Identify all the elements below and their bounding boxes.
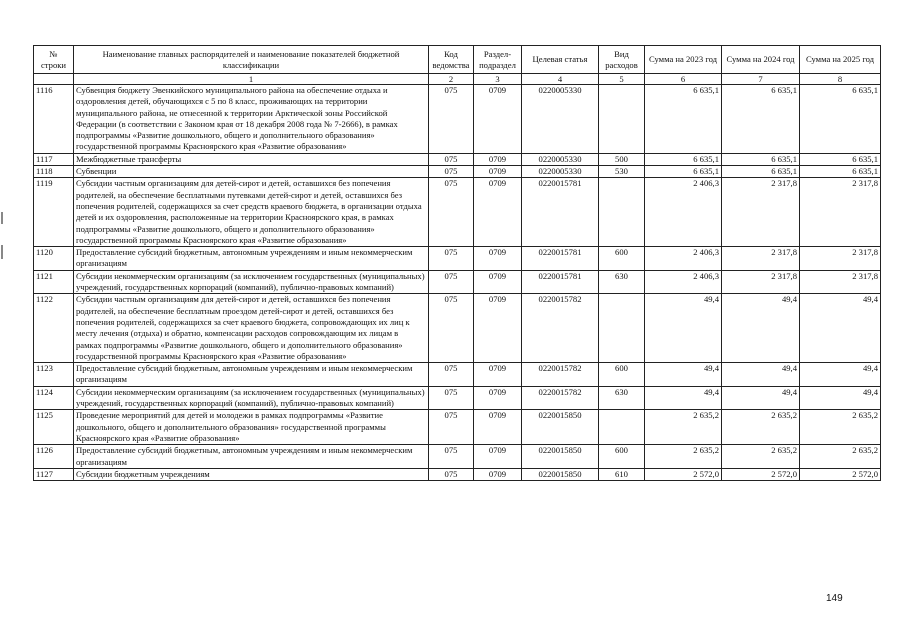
row-dept-code: 075 — [429, 468, 474, 480]
row-dept-code: 075 — [429, 410, 474, 445]
row-sum-2024: 2 317,8 — [722, 247, 800, 271]
row-sum-2025: 2 317,8 — [800, 247, 881, 271]
header-name: Наименование главных распорядителей и наименование показателей бюджетной классификации — [74, 46, 429, 74]
row-sum-2025: 2 317,8 — [800, 178, 881, 247]
row-exp-type: 630 — [599, 270, 645, 294]
table-body — [34, 85, 881, 481]
row-name: Субсидии бюджетным учреждениям — [74, 468, 429, 480]
table-row — [34, 468, 881, 480]
row-sum-2024: 6 635,1 — [722, 166, 800, 178]
page-number: 149 — [826, 593, 843, 604]
row-sum-2024: 49,4 — [722, 386, 800, 410]
row-number: 1119 — [34, 178, 74, 247]
row-target: 0220005330 — [522, 153, 599, 165]
row-exp-type — [599, 294, 645, 363]
table-row — [34, 166, 881, 178]
row-sum-2024: 2 635,2 — [722, 445, 800, 469]
row-target: 0220005330 — [522, 85, 599, 154]
row-target: 0220015781 — [522, 270, 599, 294]
column-number: 6 — [645, 74, 722, 85]
row-sum-2023: 2 406,3 — [645, 178, 722, 247]
row-number: 1127 — [34, 468, 74, 480]
column-number: 5 — [599, 74, 645, 85]
header-target: Целевая статья — [522, 46, 599, 74]
row-sum-2025: 6 635,1 — [800, 166, 881, 178]
row-sum-2023: 49,4 — [645, 294, 722, 363]
table-row — [34, 85, 881, 154]
header-sum-2025: Сумма на 2025 год — [800, 46, 881, 74]
header-sum-2023: Сумма на 2023 год — [645, 46, 722, 74]
row-dept-code: 075 — [429, 166, 474, 178]
row-number: 1123 — [34, 363, 74, 387]
row-number: 1125 — [34, 410, 74, 445]
row-name: Предоставление субсидий бюджетным, автономным учреждениям и иным некоммерческим организациям — [74, 247, 429, 271]
row-sum-2023: 2 635,2 — [645, 445, 722, 469]
table-row — [34, 178, 881, 247]
row-target: 0220015782 — [522, 294, 599, 363]
table-row — [34, 247, 881, 271]
row-sum-2025: 49,4 — [800, 363, 881, 387]
row-section: 0709 — [474, 445, 522, 469]
row-dept-code: 075 — [429, 270, 474, 294]
row-section: 0709 — [474, 270, 522, 294]
row-number: 1117 — [34, 153, 74, 165]
row-number: 1126 — [34, 445, 74, 469]
row-name: Субвенции — [74, 166, 429, 178]
scan-margin-mark — [1, 212, 3, 224]
row-dept-code: 075 — [429, 386, 474, 410]
row-exp-type: 600 — [599, 445, 645, 469]
row-number: 1116 — [34, 85, 74, 154]
row-number: 1122 — [34, 294, 74, 363]
column-number — [34, 74, 74, 85]
row-exp-type: 610 — [599, 468, 645, 480]
table-row — [34, 294, 881, 363]
row-name: Проведение мероприятий для детей и молодежи в рамках подпрограммы «Развитие дошкольного, общего и дополнительного образования» государственной программы Красноярского края «Развитие образования» — [74, 410, 429, 445]
row-section: 0709 — [474, 410, 522, 445]
budget-table — [33, 45, 881, 481]
row-sum-2023: 6 635,1 — [645, 85, 722, 154]
row-name: Субсидии некоммерческим организациям (за исключением государственных (муниципальных) учреждений, государственных корпораций (компаний), публично-правовых компаний) — [74, 270, 429, 294]
row-dept-code: 075 — [429, 294, 474, 363]
row-sum-2023: 49,4 — [645, 363, 722, 387]
row-exp-type: 500 — [599, 153, 645, 165]
row-name: Субсидии частным организациям для детей-сирот и детей, оставшихся без попечения родителей, на обеспечение бесплатными путевками детей-сирот и детей, оставшихся без попечения родителей, содержащихся за счет средств краевого бюджета, в организации отдыха детей и их оздоровления, расположенные на территории Красноярского края, в рамках подпрограммы «Развитие дошкольного, общего и дополнительного образования» государственной программы Красноярского края «Развитие образования» — [74, 178, 429, 247]
column-number: 3 — [474, 74, 522, 85]
row-sum-2025: 49,4 — [800, 294, 881, 363]
row-sum-2023: 49,4 — [645, 386, 722, 410]
row-sum-2025: 6 635,1 — [800, 153, 881, 165]
row-exp-type: 600 — [599, 247, 645, 271]
row-sum-2024: 6 635,1 — [722, 85, 800, 154]
table-row — [34, 363, 881, 387]
row-sum-2024: 2 317,8 — [722, 178, 800, 247]
column-number: 1 — [74, 74, 429, 85]
header-row-no: № строки — [34, 46, 74, 74]
row-section: 0709 — [474, 166, 522, 178]
row-section: 0709 — [474, 247, 522, 271]
row-section: 0709 — [474, 468, 522, 480]
row-name: Предоставление субсидий бюджетным, автономным учреждениям и иным некоммерческим организациям — [74, 363, 429, 387]
row-number: 1121 — [34, 270, 74, 294]
row-section: 0709 — [474, 294, 522, 363]
row-name: Субвенция бюджету Эвенкийского муниципального района на обеспечение отдыха и оздоровления детей, обучающихся с 5 по 8 класс, проживающих на территории муниципального района, не отнесенной к территории Арктической зоны Российской Федерации (в соответствии с Законом края от 18 декабря 2008 года № 7-2666), в рамках подпрограммы «Развитие дошкольного, общего и дополнительного образования» государственной программы Красноярского края «Развитие образования» — [74, 85, 429, 154]
row-sum-2025: 2 635,2 — [800, 445, 881, 469]
column-number: 7 — [722, 74, 800, 85]
row-name: Межбюджетные трансферты — [74, 153, 429, 165]
row-sum-2025: 2 317,8 — [800, 270, 881, 294]
row-sum-2023: 6 635,1 — [645, 153, 722, 165]
row-exp-type: 630 — [599, 386, 645, 410]
row-target: 0220005330 — [522, 166, 599, 178]
header-dept-code: Код ведомства — [429, 46, 474, 74]
row-target: 0220015850 — [522, 445, 599, 469]
row-sum-2024: 6 635,1 — [722, 153, 800, 165]
header-section: Раздел-подраздел — [474, 46, 522, 74]
row-section: 0709 — [474, 153, 522, 165]
header-sum-2024: Сумма на 2024 год — [722, 46, 800, 74]
row-exp-type — [599, 85, 645, 154]
row-sum-2025: 49,4 — [800, 386, 881, 410]
column-number: 4 — [522, 74, 599, 85]
header-exp-type: Вид расходов — [599, 46, 645, 74]
row-exp-type — [599, 178, 645, 247]
row-target: 0220015782 — [522, 363, 599, 387]
row-dept-code: 075 — [429, 247, 474, 271]
row-sum-2025: 2 572,0 — [800, 468, 881, 480]
row-target: 0220015850 — [522, 468, 599, 480]
row-sum-2024: 49,4 — [722, 363, 800, 387]
table-row — [34, 410, 881, 445]
row-sum-2024: 49,4 — [722, 294, 800, 363]
row-sum-2023: 6 635,1 — [645, 166, 722, 178]
row-section: 0709 — [474, 85, 522, 154]
row-dept-code: 075 — [429, 445, 474, 469]
row-number: 1120 — [34, 247, 74, 271]
row-sum-2024: 2 317,8 — [722, 270, 800, 294]
table-header — [34, 46, 881, 85]
column-number: 8 — [800, 74, 881, 85]
row-name: Субсидии частным организациям для детей-сирот и детей, оставшихся без попечения родителей, на обеспечение бесплатным проездом детей-сирот и детей, оставшихся без попечения родителей, содержащихся за счет краевого бюджета, сопровождающих их лиц к месту лечения (отдыха) и обратно, компенсации расходов сопровождающим их лицам в рамках подпрограммы «Развитие дошкольного, общего и дополнительного образования» государственной программы Красноярского края «Развитие образования» — [74, 294, 429, 363]
row-number: 1118 — [34, 166, 74, 178]
row-target: 0220015781 — [522, 247, 599, 271]
column-number: 2 — [429, 74, 474, 85]
row-dept-code: 075 — [429, 153, 474, 165]
row-sum-2023: 2 572,0 — [645, 468, 722, 480]
row-sum-2025: 6 635,1 — [800, 85, 881, 154]
row-target: 0220015781 — [522, 178, 599, 247]
column-number-row — [34, 74, 881, 85]
row-exp-type — [599, 410, 645, 445]
row-number: 1124 — [34, 386, 74, 410]
row-sum-2023: 2 406,3 — [645, 270, 722, 294]
row-section: 0709 — [474, 386, 522, 410]
row-sum-2024: 2 572,0 — [722, 468, 800, 480]
row-target: 0220015782 — [522, 386, 599, 410]
row-target: 0220015850 — [522, 410, 599, 445]
table-row — [34, 270, 881, 294]
table-row — [34, 445, 881, 469]
row-section: 0709 — [474, 363, 522, 387]
row-sum-2025: 2 635,2 — [800, 410, 881, 445]
row-dept-code: 075 — [429, 85, 474, 154]
table-row — [34, 386, 881, 410]
row-sum-2023: 2 406,3 — [645, 247, 722, 271]
row-dept-code: 075 — [429, 178, 474, 247]
row-name: Предоставление субсидий бюджетным, автономным учреждениям и иным некоммерческим организациям — [74, 445, 429, 469]
table-row — [34, 153, 881, 165]
row-exp-type: 600 — [599, 363, 645, 387]
row-sum-2023: 2 635,2 — [645, 410, 722, 445]
row-name: Субсидии некоммерческим организациям (за исключением государственных (муниципальных) учреждений, государственных корпораций (компаний), публично-правовых компаний) — [74, 386, 429, 410]
row-dept-code: 075 — [429, 363, 474, 387]
row-sum-2024: 2 635,2 — [722, 410, 800, 445]
scan-margin-mark — [1, 245, 3, 259]
row-section: 0709 — [474, 178, 522, 247]
row-exp-type: 530 — [599, 166, 645, 178]
